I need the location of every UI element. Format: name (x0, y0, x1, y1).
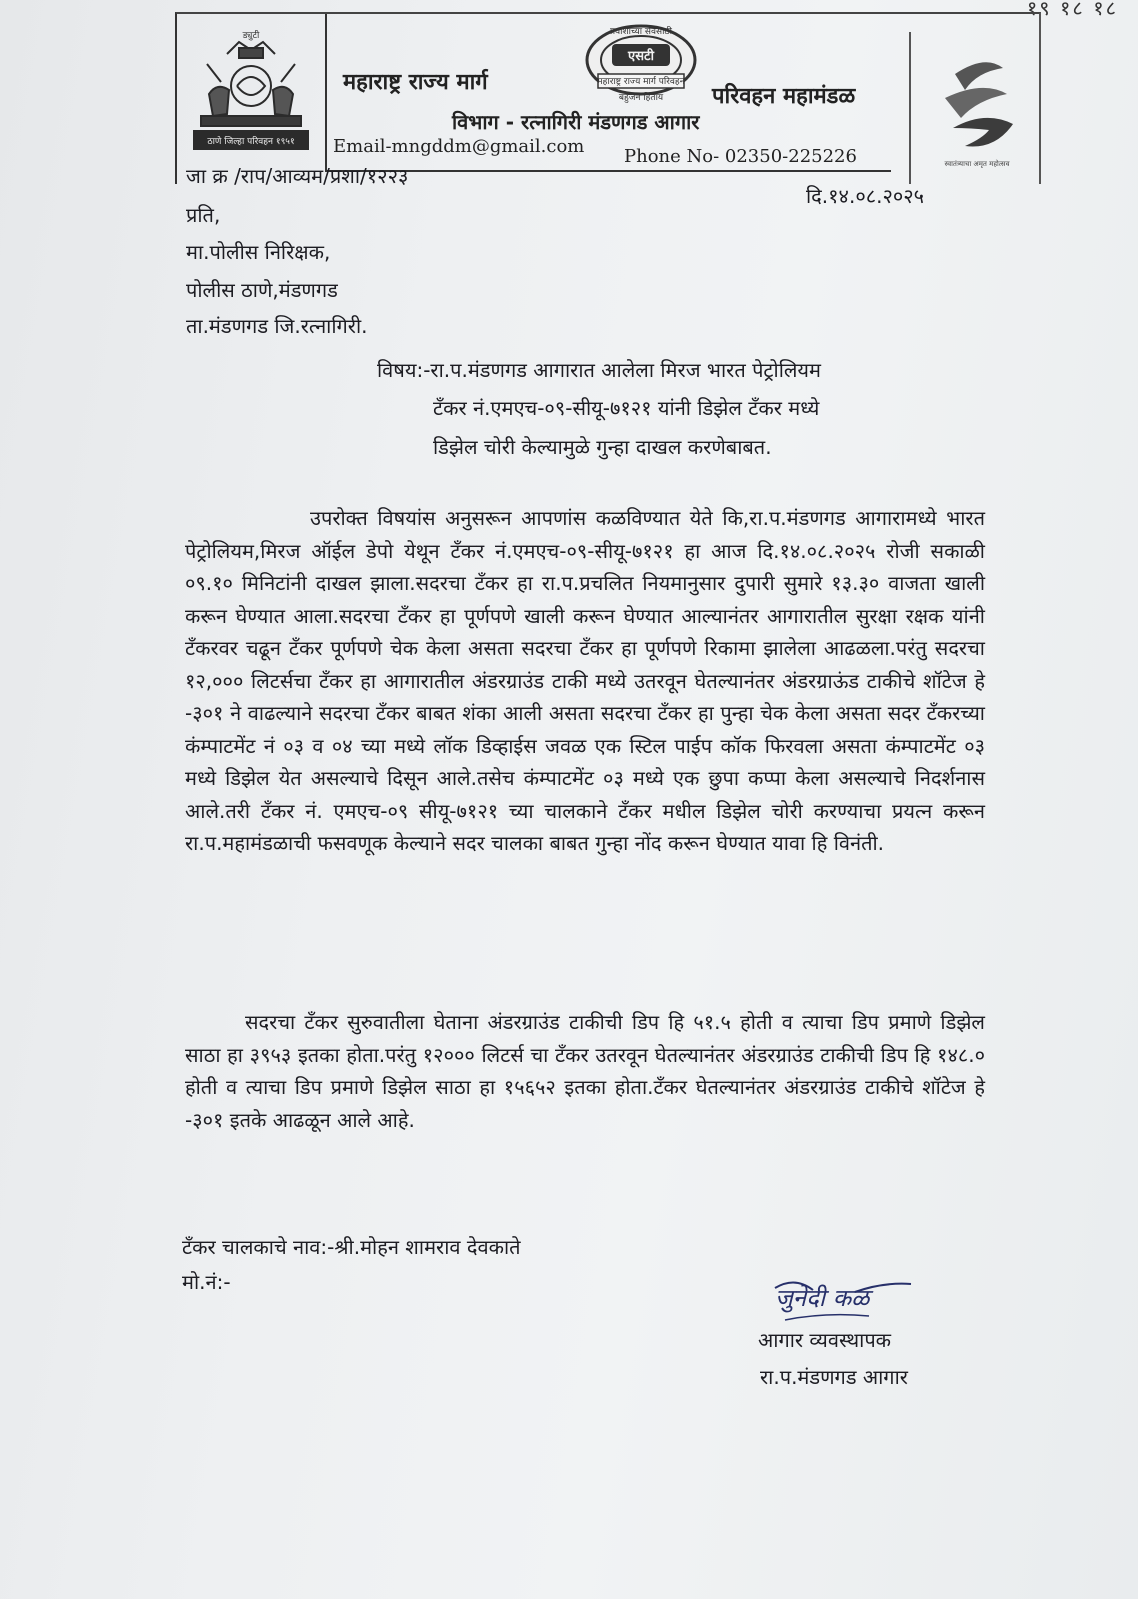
emblem-motto-text: ड्युटी (242, 31, 260, 41)
division-line: विभाग - रत्नागिरी मंडणगड आगार (452, 110, 700, 134)
corner-handwritten-note: १९ १८ १८ (1026, 0, 1118, 20)
letterhead-phone: Phone No- 02350-225226 (624, 146, 857, 167)
letter-date: दि.१४.०८.२०२५ (806, 184, 925, 208)
letterhead-right-panel (909, 32, 1039, 184)
addressee-line: प्रति, (186, 203, 221, 227)
state-emblem-icon (187, 24, 315, 159)
org-name-left: महाराष्ट्र राज्य मार्ग (343, 70, 488, 95)
subject-line: डिझेल चोरी केल्यामुळे गुन्हा दाखल करणेबाबत. (433, 435, 772, 459)
signature-icon (765, 1268, 915, 1330)
reference-number: जा क्र /राप/आव्यम/प्रशा/१२२३ (186, 164, 409, 188)
letterhead (175, 12, 1041, 188)
azadi-logo-caption: स्वातंत्र्याचा अमृत महोत्सव (944, 160, 1010, 168)
addressee-line: पोलीस ठाणे,मंडणगड (186, 278, 338, 302)
msrtc-logo-center-text: एसटी (628, 49, 654, 64)
msrtc-logo-icon (582, 22, 700, 104)
msrtc-logo-top-text: प्रवाशांच्या सेवेसाठी (610, 27, 672, 37)
addressee-line: ता.मंडणगड जि.रत्नागिरी. (186, 314, 368, 338)
org-name-right: परिवहन महामंडळ (712, 84, 856, 109)
emblem-banner-text: ठाणे जिल्हा परिवहन १९५१ (207, 137, 295, 147)
subject-line: विषय:-रा.प.मंडणगड आगारात आलेला मिरज भारत पेट्रोलियम (377, 358, 821, 382)
letterhead-divider (325, 170, 891, 172)
letterhead-email: Email-mngddm@gmail.com (333, 136, 585, 157)
driver-mobile: मो.नं:- (182, 1270, 231, 1294)
signatory-title: आगार व्यवस्थापक (758, 1328, 892, 1352)
azadi-logo-icon (925, 54, 1029, 174)
subject-line: टँकर नं.एमएच-०९-सीयू-७१२१ यांनी डिझेल टँकर मध्ये (433, 396, 820, 420)
msrtc-logo-bottom-text: बहुजन हिताय (618, 93, 664, 103)
signature-text: जुनेदी कळ (775, 1284, 870, 1312)
driver-name: टँकर चालकाचे नाव:-श्री.मोहन शामराव देवकाते (182, 1235, 521, 1259)
body-paragraph-2: सदरचा टँकर सुरुवातीला घेताना अंडरग्राउंड टाकीची डिप हि ५१.५ होती व त्याचा डिप प्रमाणे डिझेल साठा हा ३९५३ इतका होता.परंतु १२००० लिटर्स चा टँकर उतरवून घेतल्यानंतर अंडरग्राउंड टाकीची डिप हि १४८.० होती व त्याचा डिप प्रमाणे डिझेल साठा हा १५६५२ इतका होता.टँकर घेतल्यानंतर अंडरग्राउंड टाकीचे शॉटेज हे -३०१ इतके आढळून आले आहे. (185, 1010, 985, 1132)
msrtc-logo-ring-text: महाराष्ट्र राज्य मार्ग परिवहन (597, 77, 685, 87)
signatory-office: रा.प.मंडणगड आगार (760, 1365, 908, 1389)
letterhead-left-panel (177, 14, 327, 170)
addressee-line: मा.पोलीस निरिक्षक, (186, 240, 331, 264)
body-paragraph-1: उपरोक्त विषयांस अनुसरून आपणांस कळविण्यात येते कि,रा.प.मंडणगड आगारामध्ये भारत पेट्रोलियम,मिरज ऑईल डेपो येथून टँकर नं.एमएच-०९-सीयू-७१२१ हा आज दि.१४.०८.२०२५ रोजी सकाळी ०९.१० मिनिटांनी दाखल झाला.सदरचा टँकर हा रा.प.प्रचलित नियमानुसार दुपारी सुमारे १३.३० वाजता खाली करून घेण्यात आला.सदरचा टँकर हा पूर्णपणे खाली करून घेण्यात आल्यानंतर आगारातील सुरक्षा रक्षक यांनी टँकरवर चढून टँकर पूर्णपणे चेक केला असता सदरचा टँकर हा पूर्णपणे रिकामा झालेला आढळला.परंतु सदरचा १२,००० लिटर्सचा टँकर हा आगारातील अंडरग्राउंड टाकी मध्ये उतरवून घेतल्यानंतर अंडरग्राऊंड टाकीचे शॉटेज हे -३०१ ने वाढल्याने सदरचा टँकर बाबत शंका आली असता सदरचा टँकर हा पुन्हा चेक केला असता सदर टँकरच्या कंम्पाटमेंट नं ०३ व ०४ च्या मध्ये लॉक डिव्हाईस जवळ एक स्टिल पाईप कॉक फिरवला असता कंम्पाटमेंट ०३ मध्ये डिझेल येत असल्याचे दिसून आले.तसेच कंम्पाटमेंट ०३ मध्ये एक छुपा कप्पा केला असल्याचे निदर्शनास आले.तरी टँकर नं. एमएच-०९ सीयू-७१२१ च्या चालकाने टँकर मधील डिझेल चोरी करण्याचा प्रयत्न करून रा.प.महामंडळाची फसवणूक केल्याने सदर चालका बाबत गुन्हा नोंद करून घेण्यात यावा हि विनंती. (185, 506, 985, 855)
